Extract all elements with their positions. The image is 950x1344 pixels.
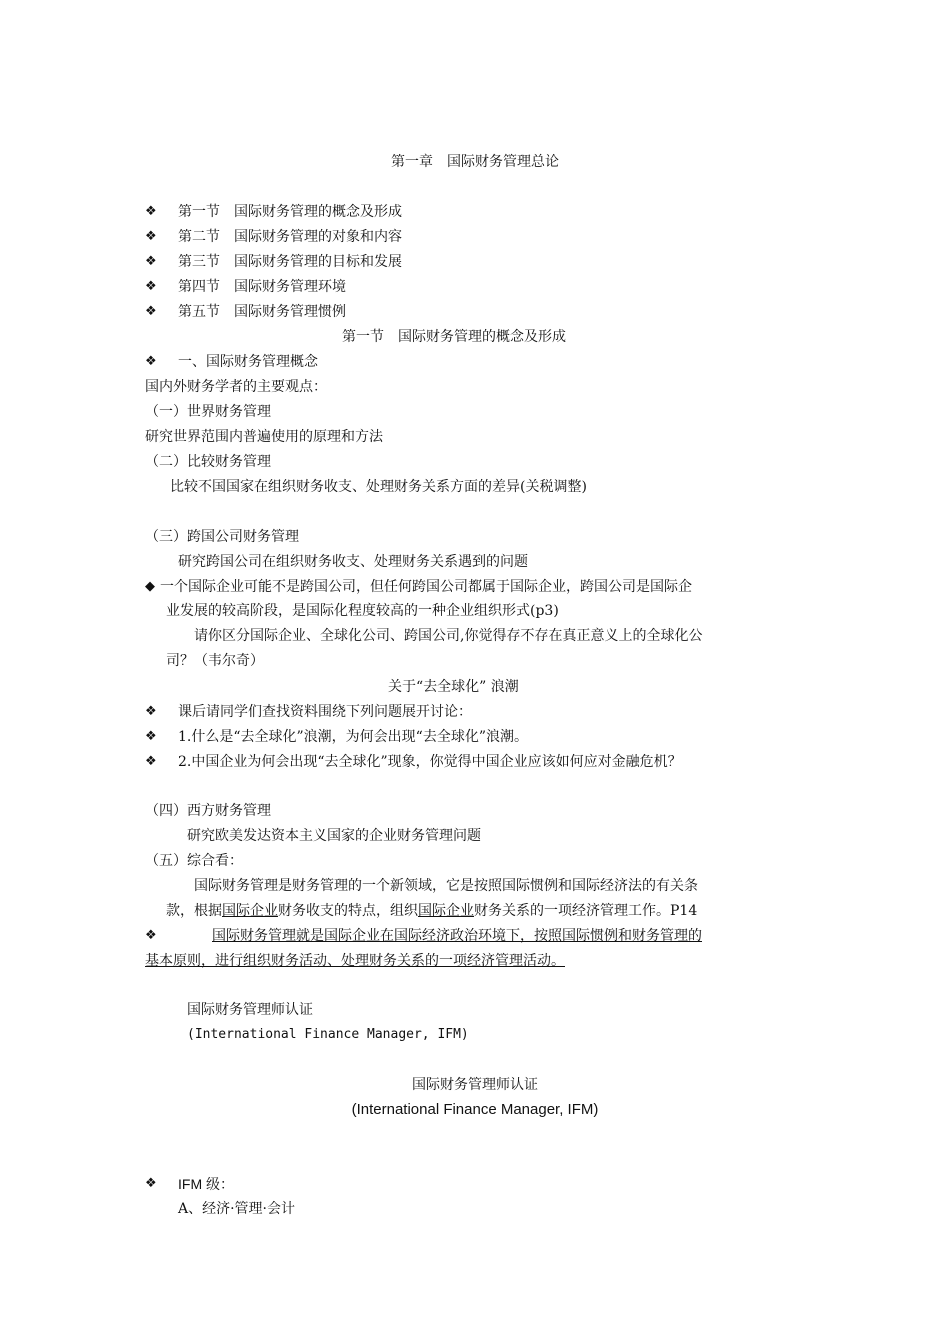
toc-item: 第五节 国际财务管理惯例	[178, 304, 346, 320]
diamond-icon: ◆	[145, 579, 155, 594]
diamond-text: 业发展的较高阶段，是国际化程度较高的一种企业组织形式(p3)	[166, 603, 559, 619]
view-body: 研究欧美发达资本主义国家的企业财务管理问题	[187, 828, 481, 844]
bullet-icon: ❖	[145, 704, 157, 719]
term-international-enterprise: 国际企业	[222, 903, 278, 919]
bullet-icon: ❖	[145, 729, 157, 744]
bullet-icon: ❖	[145, 279, 157, 294]
views-intro: 国内外财务学者的主要观点：	[145, 379, 327, 395]
bullet-icon: ❖	[145, 754, 157, 769]
view-body: 比较不国国家在组织财务收支、处理财务关系方面的差异(关税调整)	[170, 479, 587, 495]
cert-title: 国际财务管理师认证	[412, 1077, 538, 1093]
summary-text: 款，根据国际企业财务收支的特点，组织国际企业财务关系的一项经济管理工作。P14	[166, 903, 698, 919]
deglobal-item: 2.中国企业为何会出现“去全球化”现象，你觉得中国企业应该如何应对金融危机？	[178, 754, 682, 770]
view-body: 研究世界范围内普遍使用的原理和方法	[145, 429, 383, 445]
toc-item: 第二节 国际财务管理的对象和内容	[178, 229, 402, 245]
summary-text: 国际财务管理是财务管理的一个新领域，它是按照国际惯例和国际经济法的有关条	[194, 878, 698, 894]
question-text: 请你区分国际企业、全球化公司、跨国公司,你觉得存不存在真正意义上的全球化公	[194, 628, 703, 644]
diamond-text: 一个国际企业可能不是跨国公司，但任何跨国公司都属于国际企业，跨国公司是国际企	[160, 579, 692, 595]
view-heading: （二）比较财务管理	[145, 454, 271, 470]
definition-text: 基本原则，进行组织财务活动、处理财务关系的一项经济管理活动。	[145, 953, 565, 969]
cert-en: (International Finance Manager, IFM)	[187, 1027, 469, 1042]
chapter-title: 第一章 国际财务管理总论	[391, 154, 559, 170]
bullet-icon: ❖	[145, 354, 157, 369]
ifm-level: IFM 级：	[178, 1176, 234, 1192]
bullet-icon: ❖	[145, 1176, 157, 1191]
bullet-icon: ❖	[145, 304, 157, 319]
cert-en: (International Finance Manager, IFM)	[351, 1101, 599, 1118]
toc-item: 第四节 国际财务管理环境	[178, 279, 346, 295]
toc-item: 第一节 国际财务管理的概念及形成	[178, 204, 402, 220]
term-international-enterprise: 国际企业	[418, 903, 474, 919]
toc-item: 第三节 国际财务管理的目标和发展	[178, 254, 402, 270]
view-heading: （四）西方财务管理	[145, 803, 271, 819]
bullet-icon: ❖	[145, 204, 157, 219]
ifm-item: A、经济·管理·会计	[178, 1201, 296, 1217]
section-title: 第一节 国际财务管理的概念及形成	[342, 329, 566, 345]
deglobal-item: 课后请同学们查找资料围绕下列问题展开讨论：	[178, 704, 472, 720]
concept-heading: 一、国际财务管理概念	[178, 354, 318, 370]
bullet-icon: ❖	[145, 254, 157, 269]
deglobal-item: 1.什么是“去全球化”浪潮，为何会出现“去全球化”浪潮。	[178, 729, 528, 745]
question-text: 司？（韦尔奇）	[166, 653, 264, 669]
cert-title: 国际财务管理师认证	[187, 1002, 313, 1018]
view-heading: （五）综合看：	[145, 853, 243, 869]
deglobal-title: 关于“去全球化” 浪潮	[388, 679, 519, 695]
view-body: 研究跨国公司在组织财务收支、处理财务关系遇到的问题	[178, 554, 528, 570]
definition-text: 国际财务管理就是国际企业在国际经济政治环境下，按照国际惯例和财务管理的	[212, 928, 702, 944]
view-heading: （三）跨国公司财务管理	[145, 529, 299, 545]
view-heading: （一）世界财务管理	[145, 404, 271, 420]
bullet-icon: ❖	[145, 928, 157, 943]
bullet-icon: ❖	[145, 229, 157, 244]
